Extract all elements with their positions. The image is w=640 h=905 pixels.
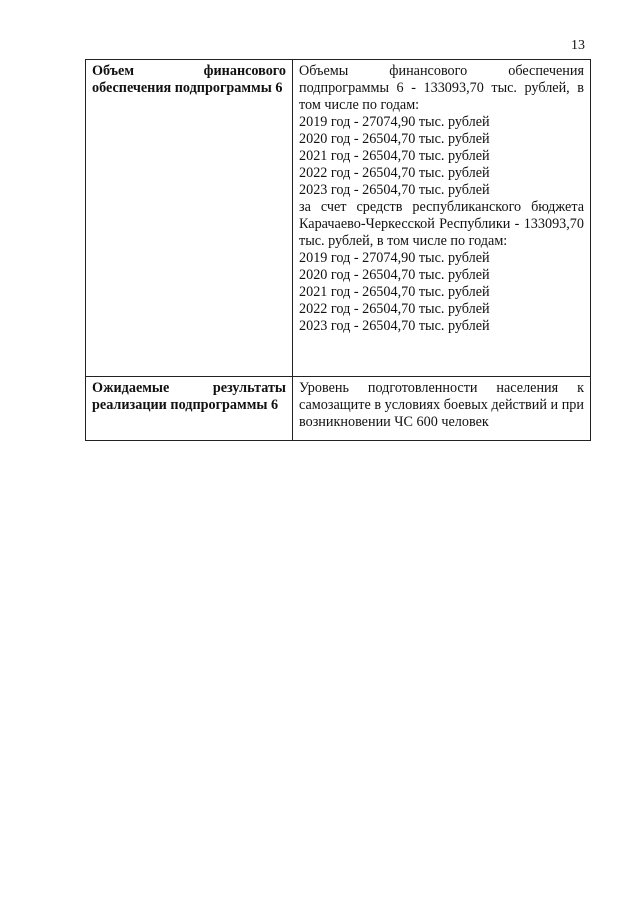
financing-year-2020: 2020 год - 26504,70 тыс. рублей [299, 131, 490, 147]
table-row-financing [86, 60, 591, 377]
financing-value [293, 60, 591, 377]
financing-label: Объем финансового обеспечения подпрограммы 6 [86, 60, 293, 377]
budget-year-2021: 2021 год - 26504,70 тыс. рублей [299, 284, 490, 300]
financing-year-2022: 2022 год - 26504,70 тыс. рублей [299, 165, 490, 181]
subprogram-passport-table [85, 59, 591, 441]
page-number: 13 [571, 38, 585, 53]
financing-year-2023: 2023 год - 26504,70 тыс. рублей [299, 182, 490, 198]
results-label: Ожидаемые результаты реализации подпрограммы 6 [86, 377, 293, 441]
financing-intro: Объемы финансового обеспечения подпрограммы 6 - 133093,70 тыс. рублей, в том числе по годам: [299, 63, 584, 113]
financing-year-2019: 2019 год - 27074,90 тыс. рублей [299, 114, 490, 130]
budget-year-2019: 2019 год - 27074,90 тыс. рублей [299, 250, 490, 266]
budget-year-2023: 2023 год - 26504,70 тыс. рублей [299, 318, 490, 334]
results-value: Уровень подготовленности населения к самозащите в условиях боевых действий и при возникновении ЧС 600 человек [293, 377, 591, 441]
financing-year-2021: 2021 год - 26504,70 тыс. рублей [299, 148, 490, 164]
budget-year-2020: 2020 год - 26504,70 тыс. рублей [299, 267, 490, 283]
budget-year-2022: 2022 год - 26504,70 тыс. рублей [299, 301, 490, 317]
budget-intro: за счет средств республиканского бюджета Карачаево-Черкесской Республики - 133093,70 тыс. рублей, в том числе по годам: [299, 199, 584, 249]
table-row-expected-results [86, 377, 591, 441]
